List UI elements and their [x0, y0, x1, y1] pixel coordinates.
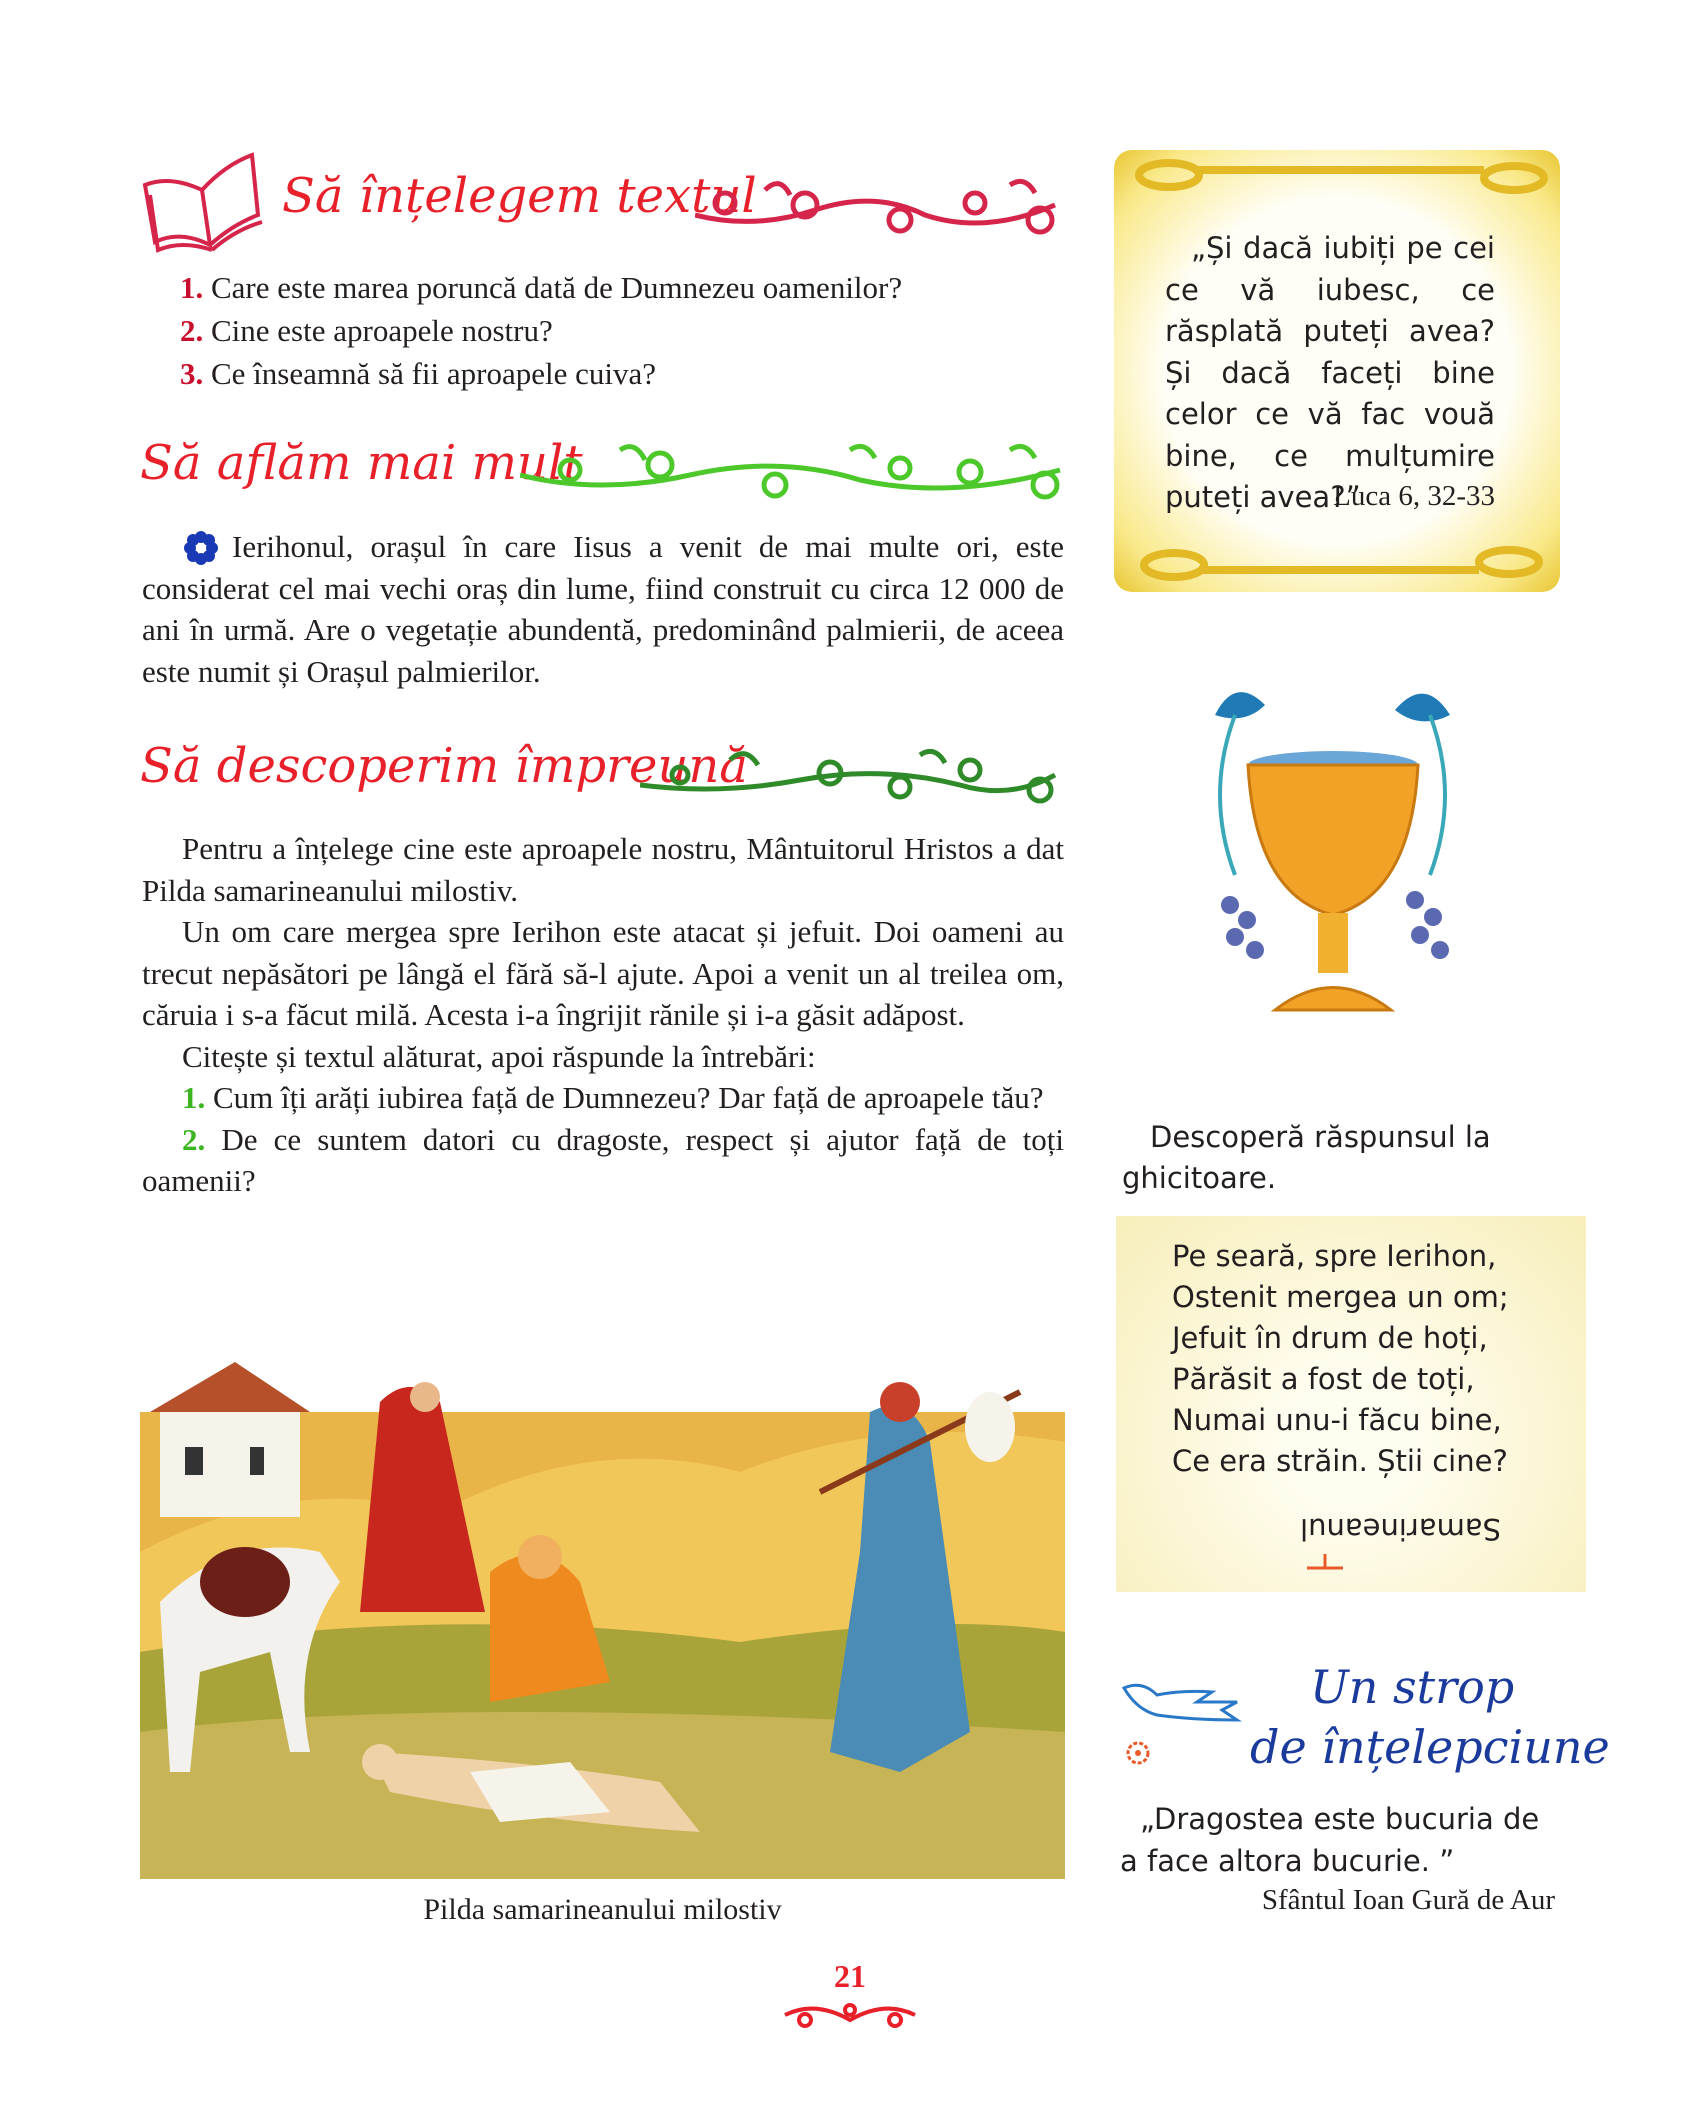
question-number: 2. — [180, 313, 204, 348]
question-number: 2. — [182, 1121, 206, 1157]
wisdom-title-line1: Un strop — [1310, 1660, 1515, 1714]
open-book-icon — [140, 150, 265, 255]
wisdom-author: Sfântul Ioan Gură de Aur — [1261, 1884, 1555, 1916]
parable-intro: Pentru a înțelege cine este aproapele nostru, Mântuitorul Hristos a dat Pilda samarineanului milostiv. — [142, 831, 1064, 908]
page-number: 21 — [834, 1958, 866, 1994]
small-flower-ornament — [1305, 1552, 1345, 1574]
question-item — [180, 352, 902, 395]
red-ornament — [695, 175, 1060, 240]
section-title-discover-together: Să descoperim împreună — [140, 738, 748, 794]
scripture-reference: Luca 6, 32-33 — [1333, 480, 1495, 512]
green-ornament — [520, 440, 1065, 510]
dark-green-ornament — [640, 745, 1060, 810]
question-item — [142, 1077, 1064, 1119]
question-text: Cum îți arăți iubirea față de Dumnezeu? Dar față de aproapele tău? — [213, 1080, 1044, 1115]
wisdom-title-line2: de înțelepciune — [1250, 1720, 1610, 1774]
poem-line: Părăsit a fost de toți, — [1172, 1362, 1475, 1396]
riddle-poem — [1172, 1236, 1509, 1482]
understand-questions — [180, 266, 902, 395]
chalice-illustration — [1195, 675, 1470, 1040]
question-text: Ce înseamnă să fii aproapele cuiva? — [211, 356, 656, 391]
riddle-intro: Descoperă răspunsul la ghicitoare. — [1122, 1120, 1491, 1195]
poem-line: Jefuit în drum de hoți, — [1172, 1321, 1488, 1355]
good-samaritan-illustration — [140, 1352, 1065, 1879]
question-text: Cine este aproapele nostru? — [211, 313, 553, 348]
discover-text — [142, 828, 1064, 1202]
page-ornament — [780, 1995, 920, 2035]
parable-summary: Un om care mergea spre Ierihon este atacat și jefuit. Doi oameni au trecut nepăsători pe lângă el fără să-l ajute. Apoi a venit un al treilea om, căruia i s-a făcut milă. Acesta i-a îngrijit rănile și i-a găsit adăpost. — [142, 914, 1064, 1032]
section-title-understand: Să înțelegem textul — [282, 168, 757, 224]
question-item — [180, 266, 902, 309]
question-number: 1. — [180, 270, 204, 305]
question-item — [180, 309, 902, 352]
poem-line: Ce era străin. Știi cine? — [1172, 1444, 1508, 1478]
question-number: 1. — [182, 1080, 206, 1115]
poem-line: Ostenit mergea un om; — [1172, 1280, 1509, 1314]
wisdom-quote: „Dragostea este bucuria de a face altora bucurie. ” — [1120, 1802, 1540, 1878]
question-number: 3. — [180, 356, 204, 391]
question-text: Care este marea poruncă dată de Dumnezeu oamenilor? — [211, 270, 903, 305]
image-caption: Pilda samarineanului milostiv — [423, 1893, 782, 1926]
dove-icon — [1122, 1680, 1242, 1725]
instruction: Citește și textul alăturat, apoi răspunde la întrebări: — [182, 1038, 816, 1074]
section-title-learn-more: Să aflăm mai mult — [140, 435, 583, 491]
scripture-quote: „Și dacă iubiți pe cei ce vă iubesc, ce răsplată puteți avea? Și dacă faceți bine celor ce vă fac vouă bine, ce mulțumire puteți avea?” — [1165, 231, 1495, 514]
jericho-paragraph: Ierihonul, orașul în care Iisus a venit de mai multe ori, este considerat cel mai vechi oraș din lume, fiind construit cu circa 12 000 de ani în urmă. Are o vegetație abundentă, predominând palmierii, de aceea este numit și Orașul palmierilor. — [142, 529, 1064, 689]
orange-flower-icon — [1122, 1740, 1154, 1766]
riddle-answer-upside-down: Samarineanul — [1300, 1512, 1501, 1546]
poem-line: Pe seară, spre Ierihon, — [1172, 1239, 1497, 1273]
question-text: De ce suntem datori cu dragoste, respect și ajutor față de toți oamenii? — [142, 1121, 1065, 1198]
question-item — [142, 1119, 1064, 1202]
poem-line: Numai unu-i făcu bine, — [1172, 1403, 1502, 1437]
